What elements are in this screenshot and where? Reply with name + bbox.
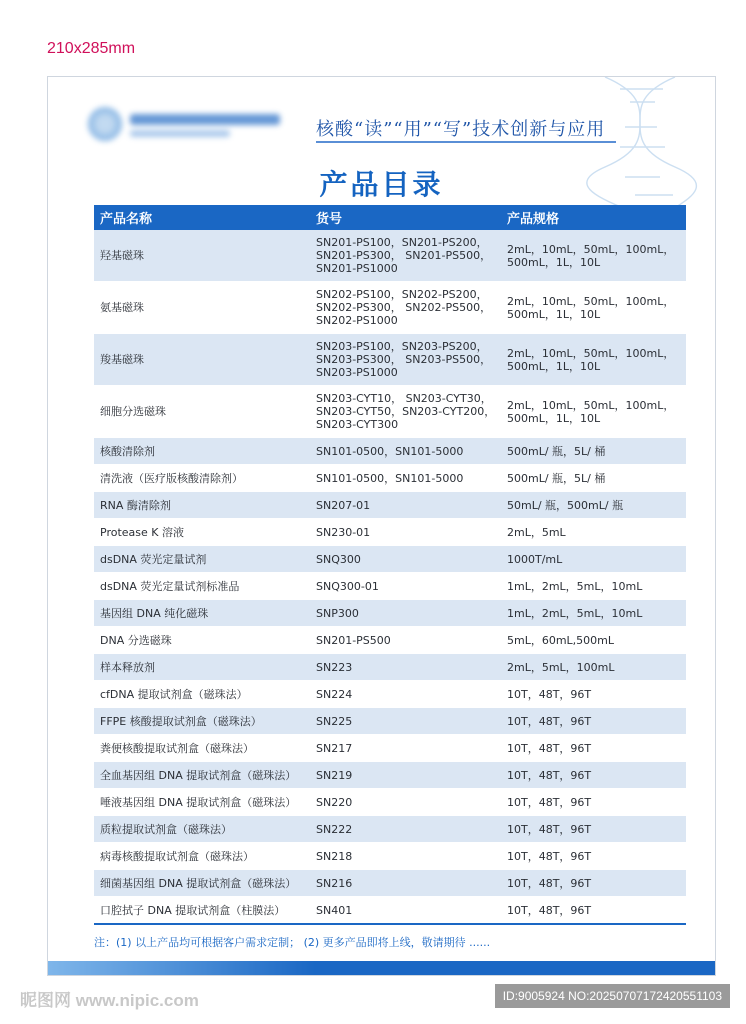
table-row — [94, 438, 686, 465]
catalog-number-cell — [310, 708, 501, 735]
product-name-cell: 细菌基因组 DNA 提取试剂盒（磁珠法） — [94, 870, 310, 897]
bottom-accent-bar — [48, 961, 715, 975]
table-row — [94, 735, 686, 762]
specification-line: 500mL/ 瓶，5L/ 桶 — [507, 444, 606, 458]
table-row — [94, 897, 686, 925]
page-size-label: 210x285mm — [47, 40, 136, 57]
watermark: 昵图网 www.nipic.com — [20, 991, 199, 1010]
catalog-number-cell — [310, 627, 501, 654]
product-name-cell: 细胞分选磁珠 — [94, 386, 310, 438]
footer — [0, 980, 746, 1024]
catalog-number-line: SN230-01 — [316, 525, 371, 539]
table-row — [94, 627, 686, 654]
catalog-number-cell — [310, 519, 501, 546]
specification-line: 500mL，1L，10L — [507, 307, 601, 321]
catalog-number-cell — [310, 546, 501, 573]
catalog-number-cell — [310, 843, 501, 870]
slogan-underline — [316, 141, 616, 143]
specification-line: 1mL，2mL，5mL，10mL — [507, 606, 643, 620]
catalog-number-line: SN203-PS1000 — [316, 366, 398, 379]
specification-line: 2mL，10mL，50mL，100mL， — [507, 398, 675, 412]
specification-line: 10T，48T，96T — [507, 849, 592, 863]
table-row — [94, 789, 686, 816]
specification-cell — [501, 681, 686, 708]
product-name-cell: 氨基磁珠 — [94, 282, 310, 334]
catalog-number-line: SN203-PS300， SN203-PS500， — [316, 353, 492, 366]
product-table — [94, 205, 686, 925]
catalog-number-cell — [310, 816, 501, 843]
product-name-cell: FFPE 核酸提取试剂盒（磁珠法） — [94, 708, 310, 735]
catalog-number-line: SN224 — [316, 687, 353, 701]
specification-cell — [501, 546, 686, 573]
product-name-cell: cfDNA 提取试剂盒（磁珠法） — [94, 681, 310, 708]
catalog-number-line: SN201-PS500 — [316, 633, 391, 647]
specification-line: 10T，48T，96T — [507, 903, 592, 917]
catalog-number-cell — [310, 282, 501, 334]
table-row — [94, 492, 686, 519]
catalog-number-line: SN220 — [316, 795, 353, 809]
specification-line: 2mL，10mL，50mL，100mL， — [507, 294, 675, 308]
catalog-number-line: SN218 — [316, 849, 353, 863]
catalog-number-line: SNQ300-01 — [316, 579, 379, 593]
catalog-number-cell — [310, 897, 501, 925]
table-row — [94, 600, 686, 627]
table-row — [94, 708, 686, 735]
table-row — [94, 870, 686, 897]
table-row — [94, 816, 686, 843]
specification-cell — [501, 735, 686, 762]
catalog-number-cell — [310, 573, 501, 600]
product-name-cell: RNA 酶清除剂 — [94, 492, 310, 519]
specification-cell — [501, 438, 686, 465]
specification-line: 2mL，5mL — [507, 525, 566, 539]
specification-cell — [501, 519, 686, 546]
image-id-bar: ID:9005924 NO:20250707172420551103 — [495, 984, 730, 1008]
specification-cell — [501, 334, 686, 386]
table-row — [94, 334, 686, 386]
catalog-number-line: SN101-0500，SN101-5000 — [316, 471, 464, 485]
specification-cell — [501, 870, 686, 897]
catalog-number-cell — [310, 654, 501, 681]
product-name-cell: 样本释放剂 — [94, 654, 310, 681]
catalog-number-line: SN222 — [316, 822, 353, 836]
product-name-cell: 粪便核酸提取试剂盒（磁珠法） — [94, 735, 310, 762]
table-row — [94, 654, 686, 681]
header-catalog-number: 货号 — [310, 205, 501, 230]
specification-cell — [501, 843, 686, 870]
table-row — [94, 465, 686, 492]
specification-line: 500mL，1L，10L — [507, 411, 601, 425]
catalog-number-line: SN201-PS1000 — [316, 262, 398, 275]
specification-cell — [501, 386, 686, 438]
specification-line: 500mL，1L，10L — [507, 359, 601, 373]
catalog-number-cell — [310, 735, 501, 762]
specification-line: 50mL/ 瓶，500mL/ 瓶 — [507, 498, 624, 512]
catalog-number-cell — [310, 789, 501, 816]
specification-cell — [501, 230, 686, 282]
specification-line: 5mL，60mL,500mL — [507, 633, 615, 647]
specification-line: 1000T/mL — [507, 552, 563, 566]
specification-line: 2mL，5mL，100mL — [507, 660, 615, 674]
product-name-cell: 羧基磁珠 — [94, 334, 310, 386]
catalog-number-cell — [310, 438, 501, 465]
catalog-number-line: SN203-PS100，SN203-PS200， — [316, 340, 488, 353]
product-name-cell: DNA 分选磁珠 — [94, 627, 310, 654]
product-name-cell: dsDNA 荧光定量试剂 — [94, 546, 310, 573]
catalog-number-line: SN202-PS1000 — [316, 314, 398, 327]
specification-line: 10T，48T，96T — [507, 741, 592, 755]
table-row — [94, 386, 686, 438]
catalog-number-line: SN202-PS100，SN202-PS200， — [316, 288, 488, 301]
product-name-cell: 唾液基因组 DNA 提取试剂盒（磁珠法） — [94, 789, 310, 816]
specification-line: 500mL，1L，10L — [507, 255, 601, 269]
product-name-cell: 基因组 DNA 纯化磁珠 — [94, 600, 310, 627]
specification-cell — [501, 654, 686, 681]
slogan-text: 核酸“读”“用”“写”技术创新与应用 — [316, 119, 606, 140]
product-name-cell: Protease K 溶液 — [94, 519, 310, 546]
specification-cell — [501, 282, 686, 334]
product-name-cell: 口腔拭子 DNA 提取试剂盒（柱膜法） — [94, 897, 310, 925]
catalog-number-cell — [310, 870, 501, 897]
table-row — [94, 843, 686, 870]
product-name-cell: 病毒核酸提取试剂盒（磁珠法） — [94, 843, 310, 870]
specification-cell — [501, 816, 686, 843]
product-name-cell: 清洗液（医疗版核酸清除剂） — [94, 465, 310, 492]
specification-line: 10T，48T，96T — [507, 795, 592, 809]
table-header-row — [94, 205, 686, 230]
catalog-number-line: SN223 — [316, 660, 353, 674]
catalog-number-cell — [310, 386, 501, 438]
catalog-number-line: SN202-PS300， SN202-PS500， — [316, 301, 492, 314]
catalog-number-line: SN201-PS100，SN201-PS200， — [316, 236, 488, 249]
specification-line: 500mL/ 瓶，5L/ 桶 — [507, 471, 606, 485]
table-row — [94, 681, 686, 708]
specification-cell — [501, 465, 686, 492]
page-title: 产品目录 — [319, 168, 444, 201]
catalog-number-line: SN203-CYT300 — [316, 418, 399, 431]
catalog-number-cell — [310, 600, 501, 627]
specification-line: 10T，48T，96T — [507, 714, 592, 728]
table-row — [94, 573, 686, 600]
product-name-cell: 质粒提取试剂盒（磁珠法） — [94, 816, 310, 843]
catalog-number-line: SN207-01 — [316, 498, 371, 512]
catalog-number-line: SNQ300 — [316, 552, 361, 566]
company-logo — [88, 105, 298, 145]
catalog-sheet — [47, 76, 716, 976]
specification-line: 10T，48T，96T — [507, 687, 592, 701]
catalog-number-line: SN101-0500，SN101-5000 — [316, 444, 464, 458]
catalog-number-cell — [310, 334, 501, 386]
catalog-number-line: SN203-CYT10， SN203-CYT30， — [316, 392, 492, 405]
catalog-number-line: SN201-PS300， SN201-PS500， — [316, 249, 492, 262]
catalog-number-line: SN225 — [316, 714, 353, 728]
specification-cell — [501, 627, 686, 654]
specification-cell — [501, 492, 686, 519]
catalog-number-line: SN219 — [316, 768, 353, 782]
specification-cell — [501, 708, 686, 735]
table-row — [94, 282, 686, 334]
catalog-number-cell — [310, 492, 501, 519]
catalog-number-line: SN217 — [316, 741, 353, 755]
header-specification: 产品规格 — [501, 205, 686, 230]
product-name-cell: 核酸清除剂 — [94, 438, 310, 465]
product-name-cell: 羟基磁珠 — [94, 230, 310, 282]
catalog-number-line: SNP300 — [316, 606, 359, 620]
specification-cell — [501, 573, 686, 600]
table-row — [94, 762, 686, 789]
catalog-number-cell — [310, 230, 501, 282]
catalog-number-line: SN401 — [316, 903, 353, 917]
specification-line: 2mL，10mL，50mL，100mL， — [507, 346, 675, 360]
table-row — [94, 230, 686, 282]
specification-line: 1mL，2mL，5mL，10mL — [507, 579, 643, 593]
specification-line: 10T，48T，96T — [507, 876, 592, 890]
specification-line: 10T，48T，96T — [507, 822, 592, 836]
specification-cell — [501, 600, 686, 627]
footnote: 注：(1) 以上产品均可根据客户需求定制； (2) 更多产品即将上线，敬请期待 ...... — [94, 936, 491, 949]
specification-line: 10T，48T，96T — [507, 768, 592, 782]
catalog-number-line: SN203-CYT50，SN203-CYT200， — [316, 405, 496, 418]
specification-cell — [501, 897, 686, 925]
table-row — [94, 519, 686, 546]
product-name-cell: 全血基因组 DNA 提取试剂盒（磁珠法） — [94, 762, 310, 789]
catalog-number-cell — [310, 465, 501, 492]
specification-line: 2mL，10mL，50mL，100mL， — [507, 242, 675, 256]
catalog-number-line: SN216 — [316, 876, 353, 890]
catalog-number-cell — [310, 681, 501, 708]
table-row — [94, 546, 686, 573]
product-name-cell: dsDNA 荧光定量试剂标准品 — [94, 573, 310, 600]
header-product-name: 产品名称 — [94, 205, 310, 230]
specification-cell — [501, 789, 686, 816]
catalog-number-cell — [310, 762, 501, 789]
specification-cell — [501, 762, 686, 789]
